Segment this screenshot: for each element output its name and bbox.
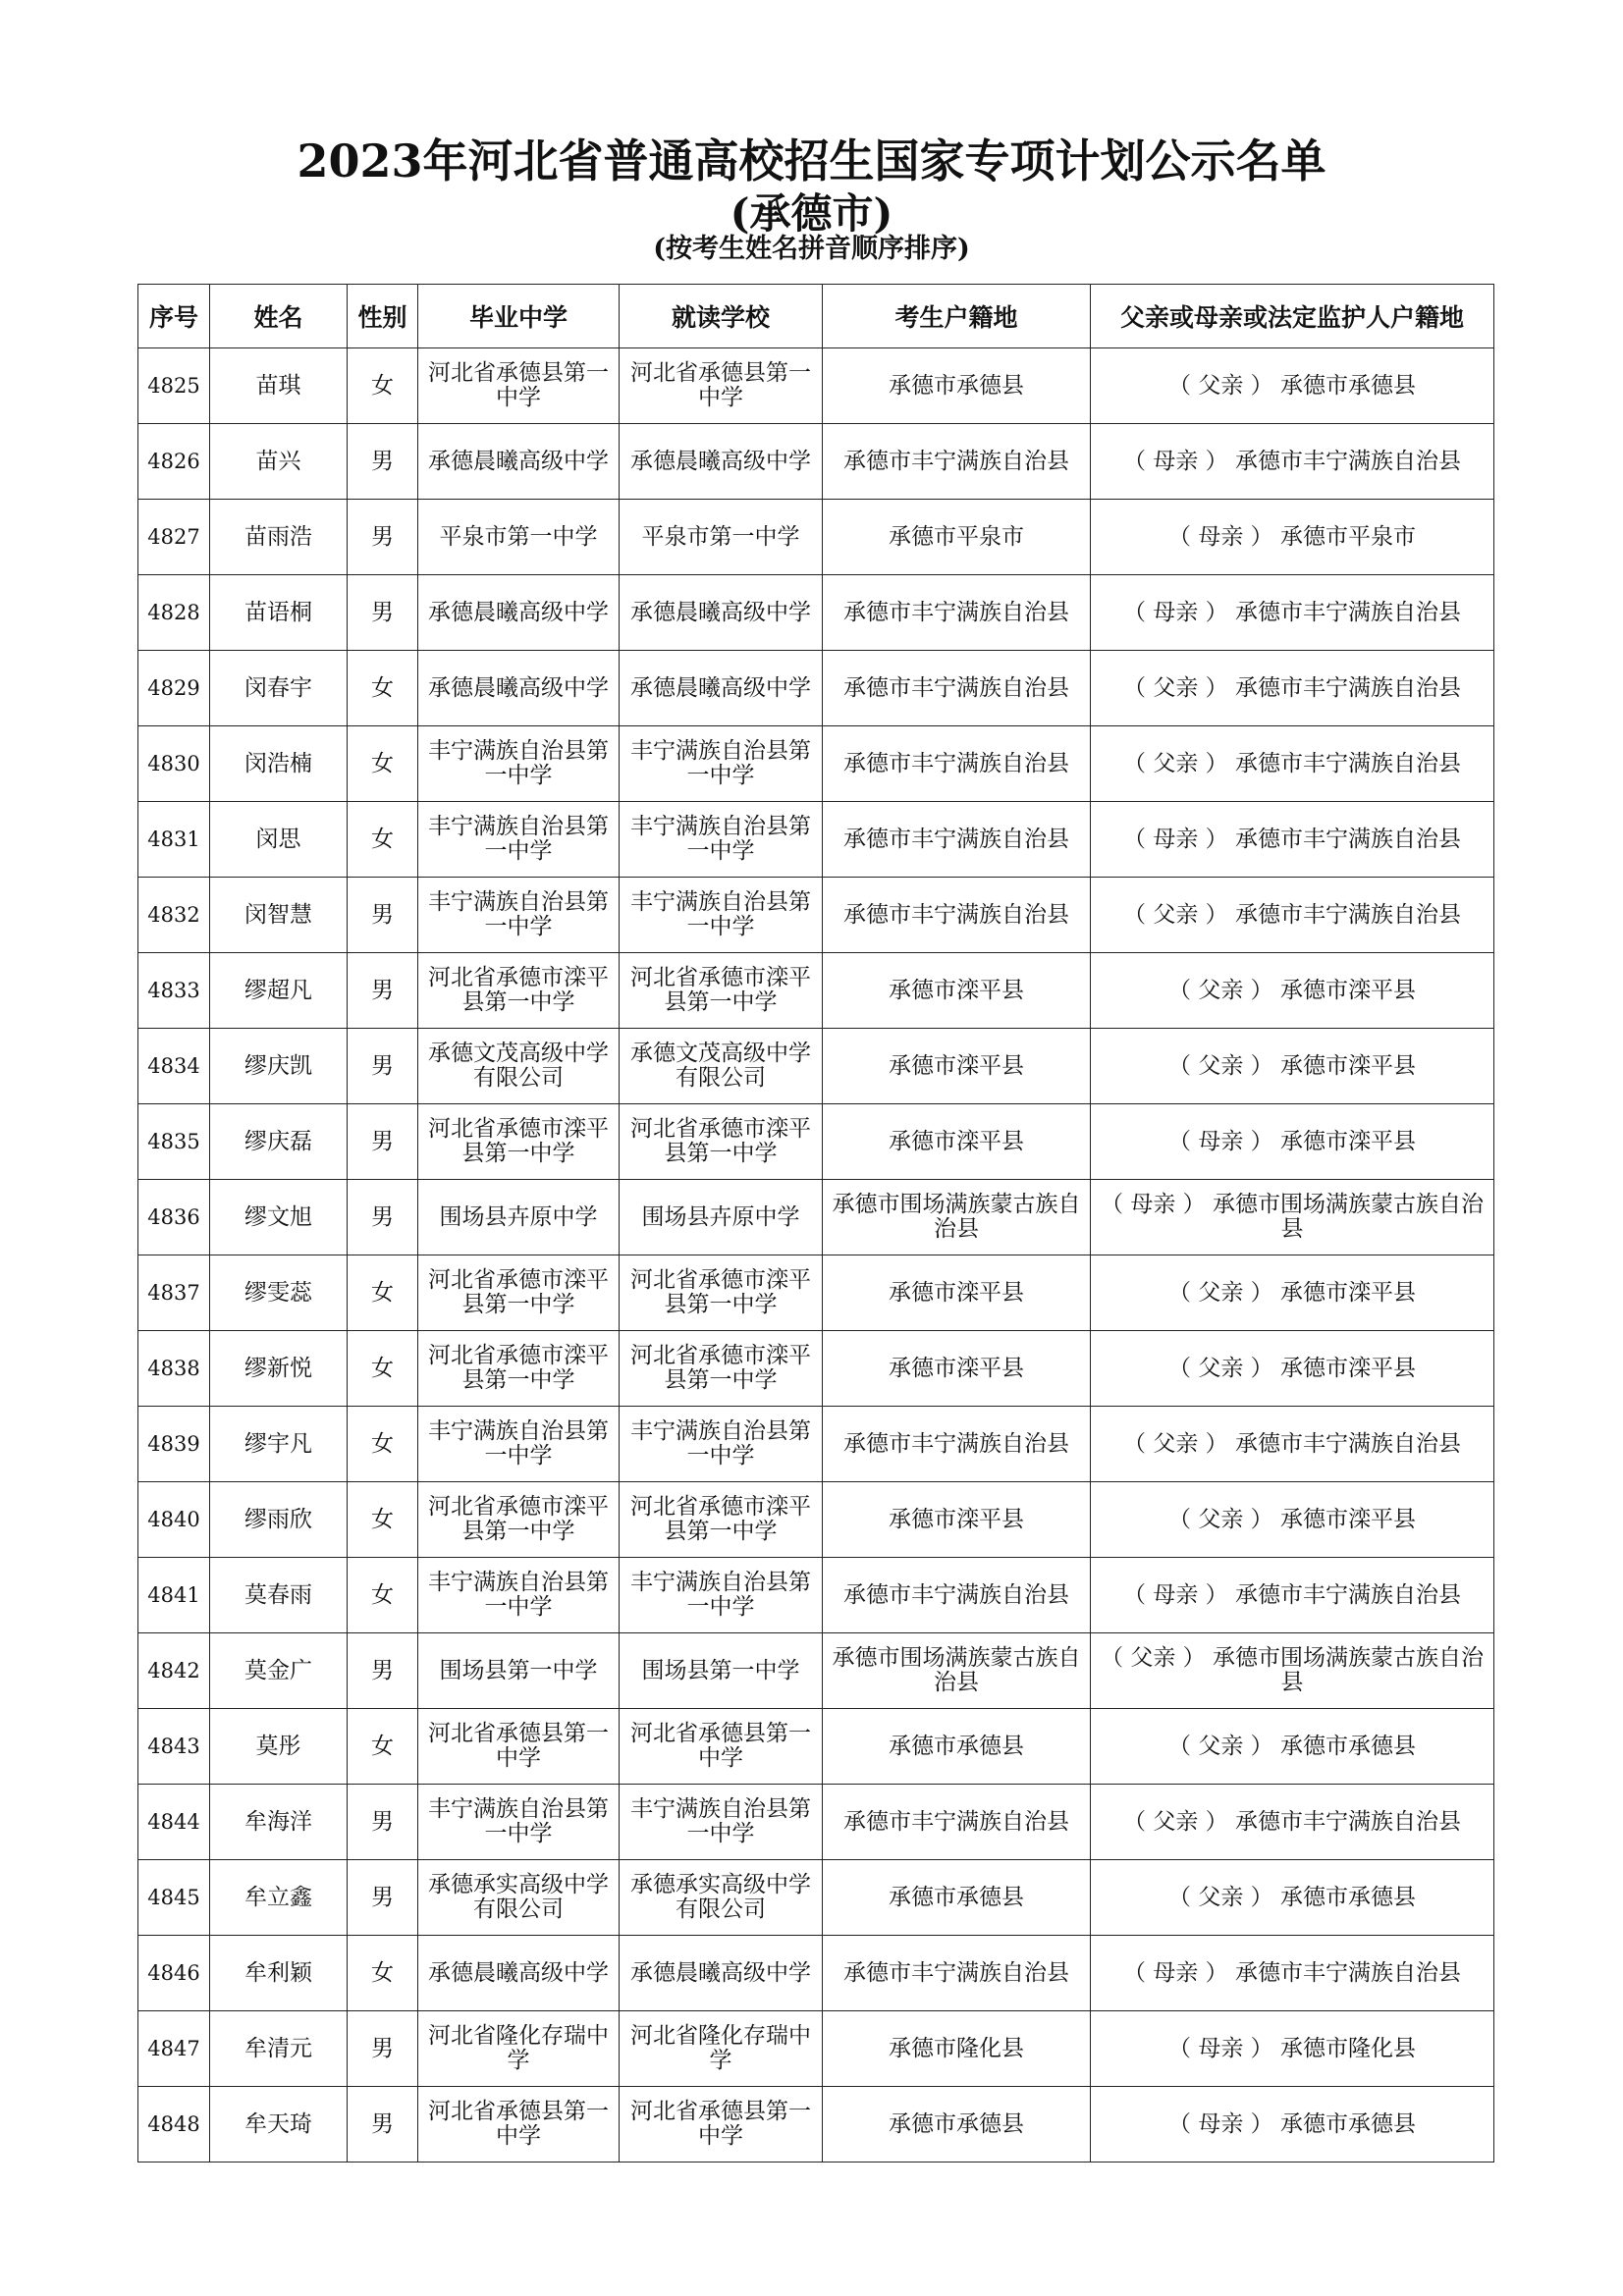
cell-current-school: 承德晨曦高级中学 [620,575,823,651]
cell-current-school: 河北省承德市滦平县第一中学 [620,1331,823,1407]
cell-no: 4841 [138,1558,210,1633]
cell-guardian-hukou: （ 父亲 ） 承德市滦平县 [1091,1331,1494,1407]
cell-current-school: 河北省承德县第一中学 [620,348,823,424]
cell-gender: 男 [348,1104,418,1180]
cell-hukou: 承德市滦平县 [823,1104,1091,1180]
table-header-row [138,285,1494,348]
cell-no: 4837 [138,1255,210,1331]
cell-grad-school: 承德承实高级中学有限公司 [418,1860,620,1936]
table-row [138,1255,1494,1331]
table-row [138,726,1494,802]
cell-gender: 男 [348,953,418,1029]
cell-hukou: 承德市承德县 [823,1709,1091,1785]
table-row [138,953,1494,1029]
table-row [138,1709,1494,1785]
cell-no: 4839 [138,1407,210,1482]
admission-list-table [137,284,1494,2163]
cell-current-school: 承德晨曦高级中学 [620,651,823,726]
cell-current-school: 河北省承德县第一中学 [620,2087,823,2163]
cell-name: 莫彤 [210,1709,348,1785]
cell-guardian-hukou: （ 母亲 ） 承德市丰宁满族自治县 [1091,1558,1494,1633]
table-row [138,2087,1494,2163]
cell-guardian-hukou: （ 父亲 ） 承德市丰宁满族自治县 [1091,1785,1494,1860]
cell-current-school: 承德晨曦高级中学 [620,424,823,500]
cell-gender: 男 [348,1029,418,1104]
cell-hukou: 承德市滦平县 [823,953,1091,1029]
header-no: 序号 [138,285,210,348]
cell-guardian-hukou: （ 母亲 ） 承德市丰宁满族自治县 [1091,1936,1494,2011]
table-row [138,1558,1494,1633]
cell-no: 4826 [138,424,210,500]
cell-grad-school: 丰宁满族自治县第一中学 [418,802,620,878]
cell-no: 4831 [138,802,210,878]
header-name: 姓名 [210,285,348,348]
cell-name: 缪庆磊 [210,1104,348,1180]
cell-current-school: 围场县第一中学 [620,1633,823,1709]
cell-name: 缪雯蕊 [210,1255,348,1331]
cell-guardian-hukou: （ 父亲 ） 承德市丰宁满族自治县 [1091,726,1494,802]
cell-hukou: 承德市滦平县 [823,1482,1091,1558]
header-gender: 性别 [348,285,418,348]
cell-grad-school: 丰宁满族自治县第一中学 [418,878,620,953]
table-row [138,1180,1494,1255]
table-row [138,651,1494,726]
cell-no: 4835 [138,1104,210,1180]
table-row [138,2011,1494,2087]
cell-no: 4840 [138,1482,210,1558]
cell-hukou: 承德市滦平县 [823,1029,1091,1104]
header-guardian-hukou: 父亲或母亲或法定监护人户籍地 [1091,285,1494,348]
cell-guardian-hukou: （ 父亲 ） 承德市滦平县 [1091,953,1494,1029]
document-subtitle: (承德市) [730,189,893,238]
cell-gender: 女 [348,1255,418,1331]
cell-grad-school: 河北省承德市滦平县第一中学 [418,953,620,1029]
cell-no: 4848 [138,2087,210,2163]
cell-current-school: 平泉市第一中学 [620,500,823,575]
cell-gender: 男 [348,1785,418,1860]
cell-no: 4825 [138,348,210,424]
cell-guardian-hukou: （ 母亲 ） 承德市围场满族蒙古族自治县 [1091,1180,1494,1255]
cell-grad-school: 围场县第一中学 [418,1633,620,1709]
cell-current-school: 承德文茂高级中学有限公司 [620,1029,823,1104]
cell-name: 闵春宇 [210,651,348,726]
cell-no: 4843 [138,1709,210,1785]
cell-current-school: 河北省承德市滦平县第一中学 [620,1255,823,1331]
cell-guardian-hukou: （ 父亲 ） 承德市围场满族蒙古族自治县 [1091,1633,1494,1709]
cell-grad-school: 河北省承德市滦平县第一中学 [418,1482,620,1558]
cell-grad-school: 平泉市第一中学 [418,500,620,575]
cell-gender: 男 [348,878,418,953]
cell-grad-school: 河北省承德县第一中学 [418,2087,620,2163]
cell-grad-school: 丰宁满族自治县第一中学 [418,726,620,802]
cell-no: 4828 [138,575,210,651]
cell-no: 4830 [138,726,210,802]
cell-gender: 男 [348,1180,418,1255]
cell-grad-school: 河北省承德市滦平县第一中学 [418,1104,620,1180]
cell-grad-school: 河北省隆化存瑞中学 [418,2011,620,2087]
cell-name: 缪超凡 [210,953,348,1029]
cell-gender: 女 [348,1482,418,1558]
cell-grad-school: 河北省承德市滦平县第一中学 [418,1255,620,1331]
cell-current-school: 丰宁满族自治县第一中学 [620,802,823,878]
cell-no: 4847 [138,2011,210,2087]
table-row [138,1482,1494,1558]
cell-current-school: 河北省承德市滦平县第一中学 [620,1104,823,1180]
cell-guardian-hukou: （ 父亲 ） 承德市承德县 [1091,1860,1494,1936]
cell-no: 4842 [138,1633,210,1709]
cell-name: 缪宇凡 [210,1407,348,1482]
table-row [138,1104,1494,1180]
cell-name: 缪雨欣 [210,1482,348,1558]
cell-name: 莫春雨 [210,1558,348,1633]
cell-gender: 男 [348,575,418,651]
cell-gender: 女 [348,1558,418,1633]
header-current-school: 就读学校 [620,285,823,348]
cell-gender: 男 [348,2011,418,2087]
cell-grad-school: 围场县卉原中学 [418,1180,620,1255]
cell-gender: 男 [348,2087,418,2163]
cell-hukou: 承德市滦平县 [823,1255,1091,1331]
cell-gender: 女 [348,651,418,726]
cell-gender: 男 [348,1633,418,1709]
cell-current-school: 河北省隆化存瑞中学 [620,2011,823,2087]
table-row [138,1633,1494,1709]
table-row [138,1407,1494,1482]
cell-gender: 男 [348,1860,418,1936]
table-row [138,575,1494,651]
cell-grad-school: 丰宁满族自治县第一中学 [418,1785,620,1860]
cell-grad-school: 承德晨曦高级中学 [418,1936,620,2011]
table-row [138,1331,1494,1407]
cell-grad-school: 丰宁满族自治县第一中学 [418,1407,620,1482]
cell-hukou: 承德市丰宁满族自治县 [823,424,1091,500]
cell-name: 牟海洋 [210,1785,348,1860]
cell-no: 4834 [138,1029,210,1104]
cell-name: 牟利颖 [210,1936,348,2011]
cell-name: 缪新悦 [210,1331,348,1407]
cell-guardian-hukou: （ 母亲 ） 承德市滦平县 [1091,1104,1494,1180]
cell-name: 闵浩楠 [210,726,348,802]
cell-hukou: 承德市承德县 [823,1860,1091,1936]
document-title: 2023年河北省普通高校招生国家专项计划公示名单 [297,134,1326,187]
cell-gender: 女 [348,1709,418,1785]
cell-gender: 女 [348,1936,418,2011]
cell-no: 4846 [138,1936,210,2011]
cell-no: 4838 [138,1331,210,1407]
table-row [138,348,1494,424]
cell-current-school: 丰宁满族自治县第一中学 [620,878,823,953]
cell-current-school: 丰宁满族自治县第一中学 [620,726,823,802]
cell-grad-school: 丰宁满族自治县第一中学 [418,1558,620,1633]
cell-guardian-hukou: （ 父亲 ） 承德市承德县 [1091,348,1494,424]
cell-name: 牟清元 [210,2011,348,2087]
cell-current-school: 丰宁满族自治县第一中学 [620,1558,823,1633]
cell-guardian-hukou: （ 母亲 ） 承德市丰宁满族自治县 [1091,575,1494,651]
cell-current-school: 丰宁满族自治县第一中学 [620,1785,823,1860]
table-row [138,802,1494,878]
cell-grad-school: 河北省承德县第一中学 [418,348,620,424]
cell-name: 缪庆凯 [210,1029,348,1104]
cell-hukou: 承德市丰宁满族自治县 [823,1558,1091,1633]
cell-hukou: 承德市围场满族蒙古族自治县 [823,1633,1091,1709]
cell-gender: 男 [348,424,418,500]
cell-guardian-hukou: （ 母亲 ） 承德市隆化县 [1091,2011,1494,2087]
table-row [138,424,1494,500]
cell-hukou: 承德市丰宁满族自治县 [823,878,1091,953]
cell-name: 闵智慧 [210,878,348,953]
cell-guardian-hukou: （ 父亲 ） 承德市丰宁满族自治县 [1091,878,1494,953]
cell-current-school: 丰宁满族自治县第一中学 [620,1407,823,1482]
cell-guardian-hukou: （ 父亲 ） 承德市滦平县 [1091,1255,1494,1331]
cell-gender: 女 [348,1331,418,1407]
cell-current-school: 河北省承德县第一中学 [620,1709,823,1785]
cell-hukou: 承德市围场满族蒙古族自治县 [823,1180,1091,1255]
cell-guardian-hukou: （ 父亲 ） 承德市丰宁满族自治县 [1091,1407,1494,1482]
cell-name: 缪文旭 [210,1180,348,1255]
table-row [138,1936,1494,2011]
cell-no: 4836 [138,1180,210,1255]
cell-hukou: 承德市丰宁满族自治县 [823,651,1091,726]
cell-guardian-hukou: （ 父亲 ） 承德市滦平县 [1091,1482,1494,1558]
cell-hukou: 承德市滦平县 [823,1331,1091,1407]
cell-name: 苗雨浩 [210,500,348,575]
table-row [138,878,1494,953]
cell-current-school: 承德晨曦高级中学 [620,1936,823,2011]
cell-hukou: 承德市承德县 [823,348,1091,424]
cell-grad-school: 河北省承德县第一中学 [418,1709,620,1785]
cell-no: 4827 [138,500,210,575]
cell-hukou: 承德市丰宁满族自治县 [823,726,1091,802]
cell-guardian-hukou: （ 父亲 ） 承德市承德县 [1091,1709,1494,1785]
cell-no: 4832 [138,878,210,953]
cell-guardian-hukou: （ 父亲 ） 承德市滦平县 [1091,1029,1494,1104]
cell-name: 苗语桐 [210,575,348,651]
cell-hukou: 承德市丰宁满族自治县 [823,1785,1091,1860]
sort-note: (按考生姓名拼音顺序排序) [653,234,970,264]
table-row [138,1860,1494,1936]
cell-guardian-hukou: （ 母亲 ） 承德市丰宁满族自治县 [1091,424,1494,500]
cell-current-school: 承德承实高级中学有限公司 [620,1860,823,1936]
cell-name: 莫金广 [210,1633,348,1709]
table-row [138,1785,1494,1860]
cell-name: 闵思 [210,802,348,878]
cell-hukou: 承德市丰宁满族自治县 [823,1936,1091,2011]
cell-hukou: 承德市隆化县 [823,2011,1091,2087]
header-hukou: 考生户籍地 [823,285,1091,348]
cell-guardian-hukou: （ 母亲 ） 承德市平泉市 [1091,500,1494,575]
cell-grad-school: 承德晨曦高级中学 [418,575,620,651]
header-grad-school: 毕业中学 [418,285,620,348]
cell-hukou: 承德市丰宁满族自治县 [823,575,1091,651]
table-row [138,500,1494,575]
cell-name: 牟天琦 [210,2087,348,2163]
cell-gender: 女 [348,348,418,424]
cell-current-school: 河北省承德市滦平县第一中学 [620,1482,823,1558]
cell-no: 4829 [138,651,210,726]
cell-name: 牟立鑫 [210,1860,348,1936]
cell-gender: 女 [348,1407,418,1482]
cell-hukou: 承德市丰宁满族自治县 [823,802,1091,878]
cell-no: 4845 [138,1860,210,1936]
cell-current-school: 围场县卉原中学 [620,1180,823,1255]
cell-hukou: 承德市平泉市 [823,500,1091,575]
cell-guardian-hukou: （ 母亲 ） 承德市承德县 [1091,2087,1494,2163]
cell-hukou: 承德市丰宁满族自治县 [823,1407,1091,1482]
cell-name: 苗兴 [210,424,348,500]
cell-hukou: 承德市承德县 [823,2087,1091,2163]
cell-current-school: 河北省承德市滦平县第一中学 [620,953,823,1029]
cell-no: 4844 [138,1785,210,1860]
cell-grad-school: 承德晨曦高级中学 [418,424,620,500]
cell-grad-school: 承德文茂高级中学有限公司 [418,1029,620,1104]
cell-grad-school: 承德晨曦高级中学 [418,651,620,726]
cell-gender: 女 [348,726,418,802]
cell-name: 苗琪 [210,348,348,424]
cell-grad-school: 河北省承德市滦平县第一中学 [418,1331,620,1407]
cell-gender: 女 [348,802,418,878]
cell-gender: 男 [348,500,418,575]
cell-guardian-hukou: （ 母亲 ） 承德市丰宁满族自治县 [1091,802,1494,878]
table-row [138,1029,1494,1104]
cell-guardian-hukou: （ 父亲 ） 承德市丰宁满族自治县 [1091,651,1494,726]
cell-no: 4833 [138,953,210,1029]
